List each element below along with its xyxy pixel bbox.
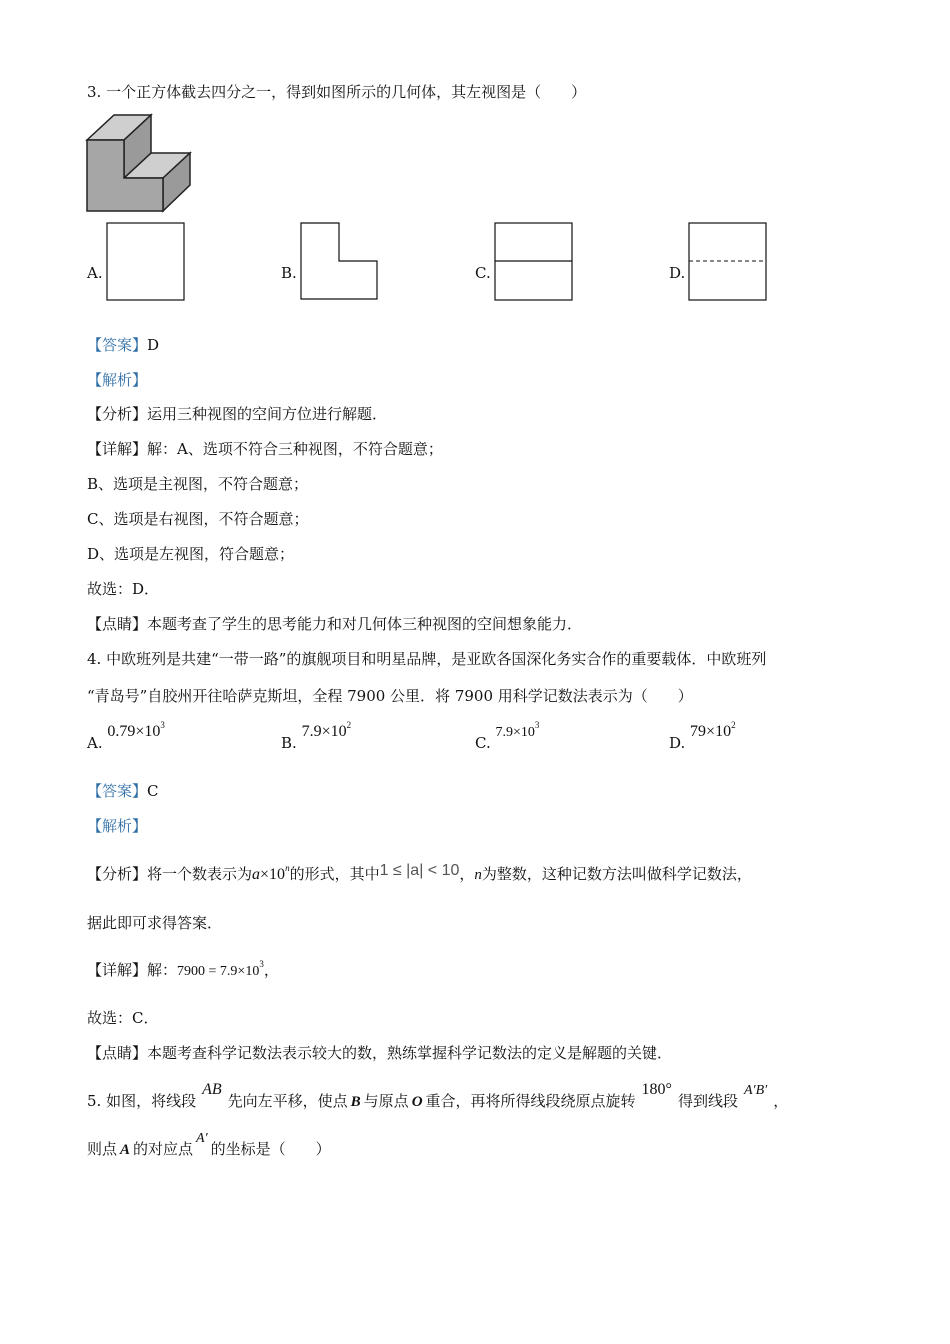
q3-option-c-label[interactable]: C.	[475, 264, 491, 282]
q4-xiangjie	[87, 960, 279, 982]
q4-answer	[87, 781, 159, 801]
q5-stem-line2	[87, 1131, 331, 1161]
fenxi-sci-form: $a\times 10^n$	[252, 863, 290, 883]
fenxi-tag: 【分析】	[87, 405, 148, 423]
q4-dianjing	[87, 1043, 672, 1063]
xiangjie-text-a: 解：	[147, 961, 178, 979]
q5-point-a: A	[120, 1142, 131, 1158]
xiangjie-equation: $7900 = 7.9\times 10^3$	[177, 959, 264, 979]
fenxi-text-c: ，	[459, 865, 475, 883]
q4-option-b-value: $7.9\times 10^2$	[301, 720, 352, 740]
fenxi-inequality: 1 ≤ |a| < 10	[379, 862, 460, 879]
q3-option-a-label[interactable]: A.	[87, 264, 103, 282]
q4-option-d[interactable]	[669, 720, 736, 755]
fenxi-text-d: 为整数，这种记数方法叫做科学记数法，	[481, 865, 752, 883]
fenxi-n: n	[474, 867, 482, 883]
q5-text-4: 重合，再将所得线段绕原点旋转	[425, 1092, 636, 1110]
q3-answer	[87, 335, 159, 355]
q4-option-c[interactable]	[475, 720, 540, 755]
q4-option-d-label: D.	[669, 734, 686, 752]
q5-text-9: 的坐标是（ ）	[210, 1140, 331, 1158]
q3-stem: 3. 一个正方体截去四分之一，得到如图所示的几何体，其左视图是（ ）	[87, 83, 587, 101]
q4-fenxi	[87, 864, 752, 886]
q3-dianjing	[87, 614, 582, 634]
q3-option-b-figure	[300, 222, 380, 302]
q5-angle: 180°	[641, 1081, 672, 1098]
solid-figure	[86, 113, 192, 213]
q4-option-a-label: A.	[87, 734, 103, 752]
q3-option-d-figure	[688, 222, 768, 302]
q3-guxuan: 故选：D．	[87, 580, 160, 598]
q3-option-a-figure	[106, 222, 186, 302]
xiangjie-tag: 【详解】	[87, 961, 148, 979]
q4-option-a[interactable]	[87, 720, 165, 755]
q3-line-d: D、选项是左视图，符合题意；	[87, 545, 295, 563]
q4-jiexi: 【解析】	[87, 817, 148, 835]
q4-option-c-value: $7.9\times 10^3$	[495, 720, 540, 740]
answer-value: C	[147, 782, 159, 800]
q3-jiexi: 【解析】	[87, 371, 148, 389]
q3-option-d-label[interactable]: D.	[669, 264, 686, 282]
q5-text-2: 先向左平移，使点	[227, 1092, 348, 1110]
dianjing-text: 本题考查了学生的思考能力和对几何体三种视图的空间想象能力．	[147, 615, 583, 633]
dianjing-tag: 【点睛】	[87, 1044, 148, 1062]
q5-text-3: 与原点	[363, 1092, 409, 1110]
answer-tag: 【答案】	[87, 782, 148, 800]
q4-option-c-label: C.	[475, 734, 491, 752]
q4-option-b[interactable]	[281, 720, 352, 755]
q3-line-b: B、选项是主视图，不符合题意；	[87, 475, 309, 493]
fenxi-text-a: 将一个数表示为	[147, 865, 253, 883]
q4-option-a-value: $0.79\times 10^3$	[107, 720, 165, 740]
q5-point-a-prime: A′	[196, 1131, 208, 1146]
q5-point-o: O	[411, 1094, 423, 1110]
q5-segment-ab-prime: A′B′	[743, 1083, 768, 1098]
fenxi-tag: 【分析】	[87, 865, 148, 883]
q3-fenxi	[87, 404, 387, 424]
q3-option-c-figure	[494, 222, 574, 302]
q3-line-c: C、选项是右视图，不符合题意；	[87, 510, 309, 528]
q4-guxuan: 故选：C．	[87, 1009, 159, 1027]
q5-segment-ab: AB	[202, 1081, 222, 1098]
xiangjie-tag: 【详解】	[87, 440, 148, 458]
q5-text-7: 则点	[87, 1140, 118, 1158]
q4-fenxi-line2: 据此即可求得答案．	[87, 914, 223, 932]
answer-tag: 【答案】	[87, 336, 148, 354]
q4-stem-line1: 4. 中欧班列是共建“一带一路”的旗舰项目和明星品牌，是亚欧各国深化务实合作的重要载体．中欧班列	[87, 650, 767, 668]
q5-stem-line1	[87, 1081, 789, 1113]
q5-text-1: 5. 如图，将线段	[87, 1092, 197, 1110]
q5-text-8: 的对应点	[133, 1140, 194, 1158]
fenxi-text: 运用三种视图的空间方位进行解题．	[147, 405, 388, 423]
q3-option-b-label[interactable]: B.	[281, 264, 297, 282]
answer-value: D	[147, 336, 160, 354]
fenxi-text-b: 的形式，其中	[289, 865, 380, 883]
q5-text-6: ，	[773, 1092, 789, 1110]
q5-point-b: B	[350, 1094, 361, 1110]
dianjing-tag: 【点睛】	[87, 615, 148, 633]
xiangjie-text: 解：A、选项不符合三种视图，不符合题意；	[147, 440, 443, 458]
xiangjie-text-b: ，	[263, 961, 279, 979]
q5-text-5: 得到线段	[677, 1092, 738, 1110]
q4-option-b-label: B.	[281, 734, 297, 752]
q4-option-d-value: $79\times 10^2$	[690, 720, 736, 740]
q4-stem-line2: “青岛号”自胶州开往哈萨克斯坦，全程 7900 公里．将 7900 用科学记数法表示为（ ）	[87, 687, 693, 705]
q3-xiangjie	[87, 439, 443, 459]
dianjing-text: 本题考查科学记数法表示较大的数，熟练掌握科学记数法的定义是解题的关键．	[147, 1044, 673, 1062]
